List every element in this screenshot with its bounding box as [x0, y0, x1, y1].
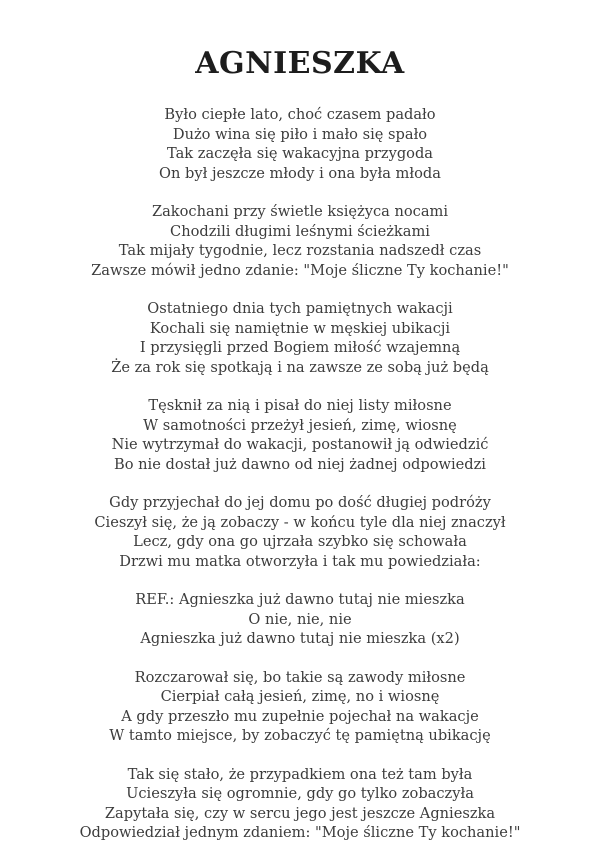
- lyric-line: Agnieszka już dawno tutaj nie mieszka (x2): [140, 630, 460, 647]
- lyric-line: W tamto miejsce, by zobaczyć tę pamiętną ubikację: [109, 727, 491, 744]
- lyric-line: Było ciepłe lato, choć czasem padało: [164, 106, 436, 123]
- lyric-line: Zakochani przy świetle księżyca nocami: [151, 203, 449, 220]
- lyric-line: Cierpiał całą jesień, zimę, no i wiosnę: [160, 688, 440, 705]
- stanza-4: [0, 396, 600, 474]
- lyric-line: Tak zaczęła się wakacyjna przygoda: [166, 145, 433, 162]
- stanza-2: [0, 202, 600, 280]
- page-title: AGNIESZKA: [195, 46, 405, 81]
- lyric-line: W samotności przeżył jesień, zimę, wiosnę: [143, 416, 457, 434]
- stanza-6: [0, 668, 600, 746]
- stanza-5: [0, 493, 600, 571]
- lyric-line: Kochali się namiętnie w męskiej ubikacji: [149, 319, 451, 337]
- lyric-line: Nie wytrzymał do wakacji, postanowił ją odwiedzić: [111, 436, 489, 453]
- lyric-line: A gdy przeszło mu zupełnie pojechał na wakacje: [121, 707, 479, 725]
- lyric-line: O nie, nie, nie: [248, 610, 352, 628]
- lyric-line: Tak mijały tygodnie, lecz rozstania nadszedł czas: [118, 242, 482, 259]
- lyric-line: Dużo wina się piło i mało się spało: [172, 125, 428, 143]
- lyric-line: Lecz, gdy ona go ujrzała szybko się schowała: [133, 533, 467, 550]
- lyric-line: Zawsze mówił jedno zdanie: "Moje śliczne Ty kochanie!": [91, 261, 509, 279]
- lyric-line: Cieszył się, że ją zobaczy - w końcu tyle dla niej znaczył: [94, 513, 506, 531]
- stanza-7: [0, 765, 600, 843]
- lyric-line: Bo nie dostał już dawno od niej żadnej odpowiedzi: [114, 455, 486, 473]
- lyric-line: REF.: Agnieszka już dawno tutaj nie mieszka: [135, 591, 465, 608]
- lyric-line: On był jeszcze młody i ona była młoda: [159, 164, 441, 182]
- lyric-line: Zapytała się, czy w sercu jego jest jeszcze Agnieszka: [104, 804, 496, 822]
- lyric-line: Chodzili długimi leśnymi ścieżkami: [170, 222, 430, 240]
- lyric-line: Rozczarował się, bo takie są zawody miłosne: [134, 668, 466, 686]
- lyric-line: Że za rok się spotkają i na zawsze ze sobą już będą: [111, 358, 489, 376]
- lyric-line: Drzwi mu matka otworzyła i tak mu powiedziała:: [119, 552, 481, 570]
- lyric-line: Tęsknił za nią i pisał do niej listy miłosne: [148, 397, 452, 414]
- lyric-line: Ucieszyła się ogromnie, gdy go tylko zobaczyła: [126, 785, 474, 802]
- stanza-3: [0, 299, 600, 377]
- lyric-line: Gdy przyjechał do jej domu po dość długiej podróży: [109, 494, 491, 511]
- stanza-1: [0, 105, 600, 183]
- stanza-refrain: [0, 590, 600, 649]
- lyric-line: Odpowiedział jednym zdaniem: "Moje śliczne Ty kochanie!": [79, 824, 521, 841]
- lyric-line: Tak się stało, że przypadkiem ona też tam była: [127, 765, 473, 783]
- lyric-line: Ostatniego dnia tych pamiętnych wakacji: [147, 300, 453, 317]
- lyric-line: I przysięgli przed Bogiem miłość wzajemną: [139, 339, 461, 356]
